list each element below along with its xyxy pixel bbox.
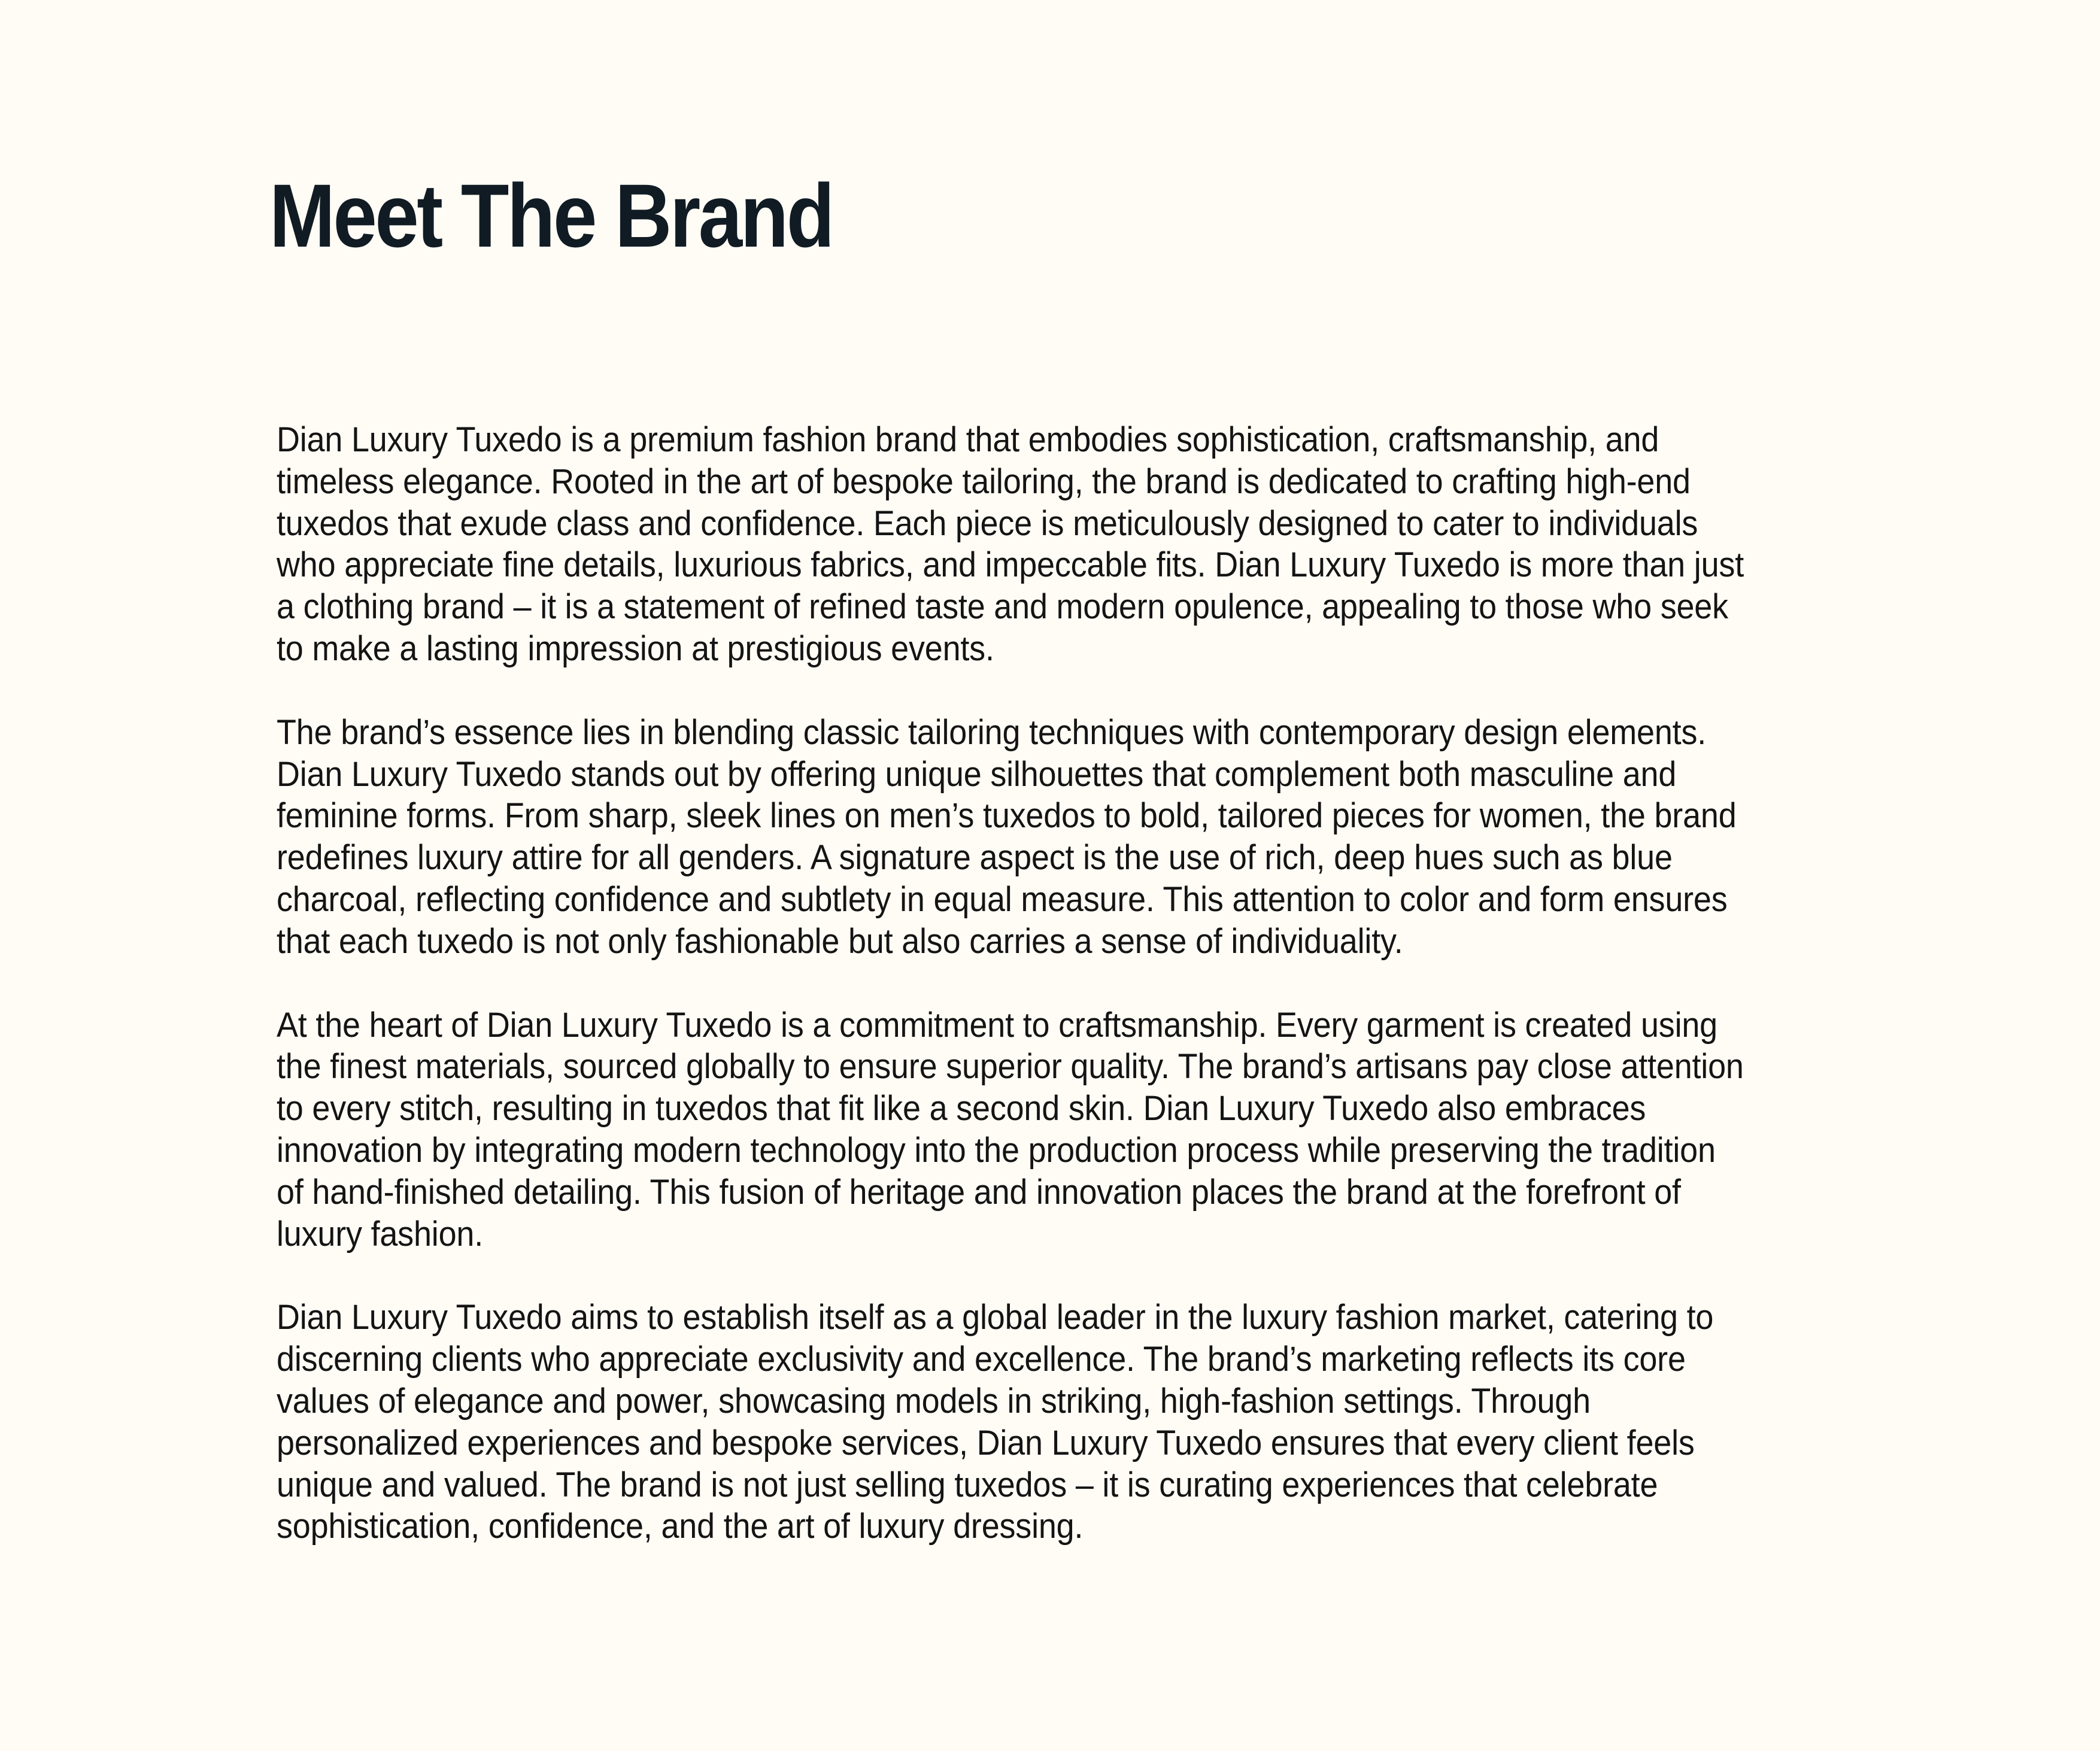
paragraph-line: timeless elegance. Rooted in the art of bespoke tailoring, the brand is dedicated to crafting high-end [277,462,1691,501]
paragraph-line: charcoal, reflecting confidence and subtlety in equal measure. This attention to color and form ensures [277,879,1728,919]
paragraph-line: to make a lasting impression at prestigious events. [277,629,994,668]
brand-overview-paragraph [277,419,1744,670]
paragraph-line: redefines luxury attire for all genders. A signature aspect is the use of rich, deep hues such as blue [277,838,1673,878]
paragraph-line: who appreciate fine details, luxurious fabrics, and impeccable fits. Dian Luxury Tuxedo is more than just [277,545,1744,585]
paragraph-line: values of elegance and power, showcasing models in striking, high-fashion settings. Through [277,1381,1591,1421]
paragraph-line: Dian Luxury Tuxedo stands out by offering unique silhouettes that complement both masculine and [277,754,1677,794]
paragraph-line: that each tuxedo is not only fashionable but also carries a sense of individuality. [277,921,1403,961]
brand-description [277,419,1744,1547]
brand-essence-paragraph [277,712,1735,963]
paragraph-line: discerning clients who appreciate exclusivity and excellence. The brand’s marketing reflects its core [277,1340,1686,1379]
paragraph-line: Dian Luxury Tuxedo aims to establish itself as a global leader in the luxury fashion market, catering to [277,1298,1714,1337]
craftsmanship-paragraph [277,1005,1744,1255]
paragraph-line: personalized experiences and bespoke services, Dian Luxury Tuxedo ensures that every client feels [277,1423,1695,1462]
paragraph-line: of hand-finished detailing. This fusion of heritage and innovation places the brand at the forefront of [277,1172,1681,1212]
paragraph-line: At the heart of Dian Luxury Tuxedo is a commitment to craftsmanship. Every garment is created using [277,1005,1717,1045]
paragraph-line: The brand’s essence lies in blending classic tailoring techniques with contemporary design elements. [277,712,1707,752]
brand-goals-paragraph [277,1297,1735,1547]
paragraph-line: luxury fashion. [277,1214,484,1254]
paragraph-line: innovation by integrating modern technology into the production process while preserving the tradition [277,1130,1716,1170]
paragraph-line: tuxedos that exude class and confidence. Each piece is meticulously designed to cater to individuals [277,503,1698,543]
paragraph-line: unique and valued. The brand is not just selling tuxedos – it is curating experiences that celebrate [277,1465,1658,1504]
paragraph-line: the finest materials, sourced globally to ensure superior quality. The brand’s artisans pay close attention [277,1047,1744,1087]
paragraph-line: sophistication, confidence, and the art of luxury dressing. [277,1507,1084,1546]
paragraph-line: a clothing brand – it is a statement of refined taste and modern opulence, appealing to those who seek [277,587,1728,627]
paragraph-line: Dian Luxury Tuxedo is a premium fashion brand that embodies sophistication, craftsmanship, and [277,420,1659,459]
page-title: Meet The Brand [269,165,833,266]
paragraph-line: feminine forms. From sharp, sleek lines on men’s tuxedos to bold, tailored pieces for women, the brand [277,796,1737,836]
paragraph-line: to every stitch, resulting in tuxedos that fit like a second skin. Dian Luxury Tuxedo also embraces [277,1089,1646,1128]
